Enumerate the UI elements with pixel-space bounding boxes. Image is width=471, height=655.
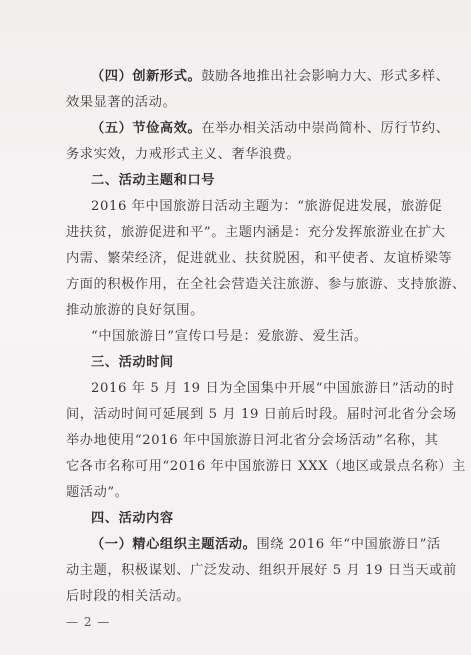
paragraph-line	[66, 302, 436, 320]
paragraph-text: 后时段的相关活动。	[66, 589, 191, 604]
paragraph-line	[66, 432, 439, 450]
paragraph-line	[66, 94, 436, 112]
paragraph-text: 举办地使用“2016 年中国旅游日河北省分会场活动”名称，其	[66, 433, 439, 448]
paragraph-text: 务求实效，力戒形式主义、奢华浪费。	[66, 147, 301, 162]
paragraph-text: 方面的积极作用，在全社会营造关注旅游、参与旅游、支持旅游、	[66, 277, 466, 292]
paragraph-line	[66, 406, 457, 424]
paragraph-line	[66, 224, 446, 242]
paragraph-line	[66, 588, 436, 606]
paragraph-text: 内需、繁荣经济，促进就业、扶贫脱困，和平使者、友谊桥梁等	[66, 251, 453, 266]
paragraph-line	[66, 146, 436, 164]
paragraph-line	[66, 276, 466, 294]
paragraph-line	[91, 68, 450, 86]
paragraph-text: “中国旅游日”宣传口号是：爱旅游、爱生活。	[91, 329, 368, 344]
paragraph-line	[66, 562, 457, 580]
paragraph-line	[66, 484, 436, 502]
paragraph-line	[66, 250, 453, 268]
section-lead: （一）精心组织主题活动。	[91, 537, 257, 552]
section-heading: 四、活动内容	[91, 511, 174, 526]
paragraph-text: 进扶贫，旅游促进和平”。主题内涵是：充分发挥旅游业在扩大	[66, 225, 446, 240]
section-lead: （四）创新形式。	[91, 69, 202, 84]
paragraph-text: 2016 年 5 月 19 日为全国集中开展“中国旅游日”活动的时	[91, 381, 455, 396]
paragraph-text: 它各市名称可用“2016 年中国旅游日 XXX（地区或景点名称）主	[66, 459, 466, 474]
paragraph-text: 动主题，积极谋划、广泛发动、组织开展好 5 月 19 日当天或前	[66, 563, 457, 578]
paragraph-text: 鼓励各地推出社会影响力大、形式多样、	[201, 69, 450, 84]
paragraph-text: 2016 年中国旅游日活动主题为：“旅游促进发展，旅游促	[91, 199, 443, 214]
paragraph-text: 推动旅游的良好氛围。	[66, 303, 204, 318]
section-heading: 三、活动时间	[91, 355, 174, 370]
paragraph-text: 围绕 2016 年“中国旅游日”活	[256, 537, 441, 552]
paragraph-line	[91, 328, 436, 346]
section-lead: （五）节俭高效。	[91, 121, 202, 136]
paragraph-line	[91, 380, 455, 398]
paragraph-text: 题活动”。	[66, 485, 129, 500]
paragraph-line	[91, 536, 441, 554]
section-heading: 二、活动主题和口号	[91, 173, 216, 188]
page-number: — 2 —	[66, 615, 111, 629]
paragraph-line	[91, 198, 443, 216]
paragraph-text: 间，活动时间可延展到 5 月 19 日前后时段。届时河北省分会场	[66, 407, 457, 422]
paragraph-text: 效果显著的活动。	[66, 95, 177, 110]
paragraph-line	[66, 458, 466, 476]
paragraph-text: 在举办相关活动中崇尚简朴、厉行节约、	[201, 121, 450, 136]
paragraph-line	[91, 120, 450, 138]
